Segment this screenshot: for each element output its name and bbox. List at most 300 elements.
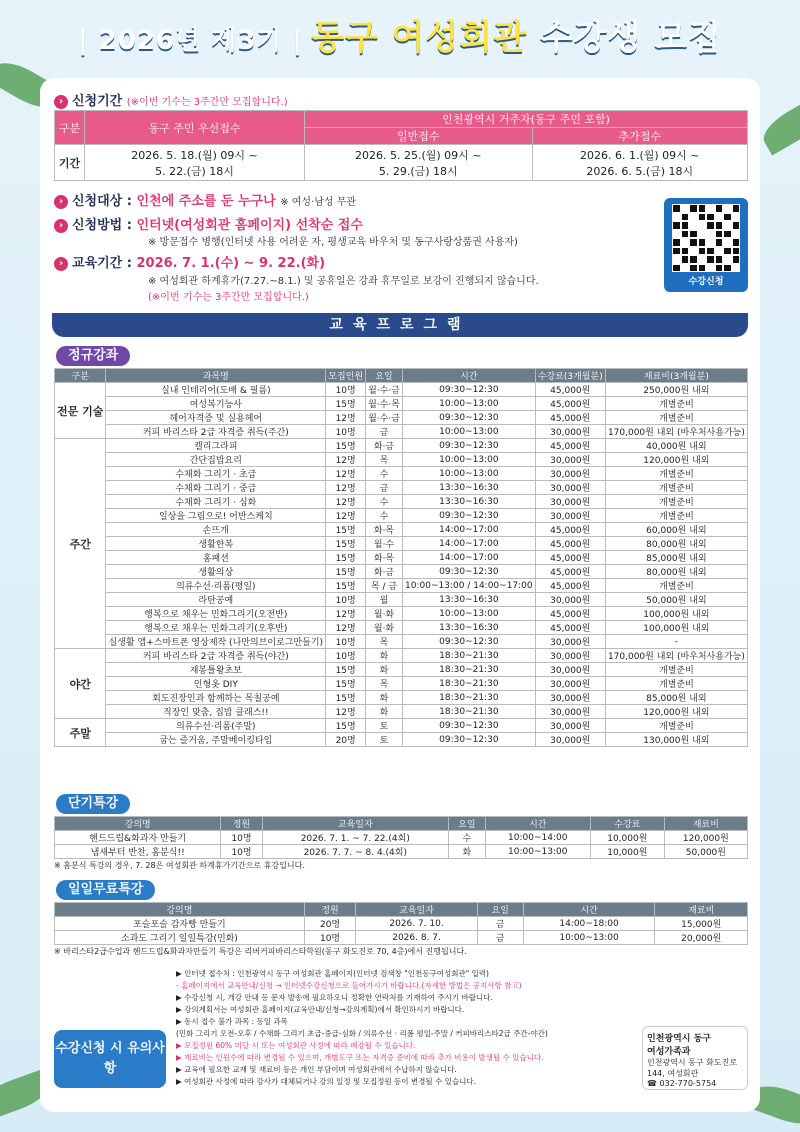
table-cell: 개별준비	[605, 509, 747, 523]
apply-table	[54, 110, 748, 181]
table-cell: 목	[366, 677, 403, 691]
table-cell: 12명	[326, 481, 366, 495]
org-phone: ☎ 032-770-5754	[647, 1079, 717, 1088]
apply-col-header: 구분	[55, 111, 85, 145]
footer-line: ▶ 재료비는 인원수에 따라 변경될 수 있으며, 개별도구 또는 자격증 준비에 따라 추가 비용이 발생될 수 있습니다.	[176, 1053, 544, 1062]
table-cell: 10:00~13:00	[402, 425, 535, 439]
table-row	[55, 831, 748, 845]
table-cell: 09:30~12:30	[402, 411, 535, 425]
table-cell: 10명	[326, 425, 366, 439]
method-row	[54, 214, 363, 233]
short-col-header: 교육일자	[262, 817, 449, 831]
footer-line: (민화 그리기 오전-오후 / 수채화 그리기 초급-중급-심화 / 의류수선 · 리폼 평일-주말 / 커피바리스타2급 주간-야간)	[176, 1029, 548, 1038]
table-row	[55, 677, 748, 691]
table-cell: 수채화 그리기 · 중급	[106, 481, 326, 495]
table-cell: 09:30~12:30	[402, 733, 535, 747]
table-cell: 10:00~13:00	[402, 467, 535, 481]
table-cell: 손뜨개	[106, 523, 326, 537]
table-cell: 30,000원	[535, 467, 605, 481]
table-cell: 12명	[326, 495, 366, 509]
table-cell: 냄새부터 반찬, 홈분식!!	[55, 845, 221, 859]
table-cell: 10:00~14:00	[485, 831, 590, 845]
table-cell: 캘리그라피	[106, 439, 326, 453]
table-cell: 15명	[326, 397, 366, 411]
table-cell: 간단집밥요리	[106, 453, 326, 467]
short-col-header: 수강료	[590, 817, 664, 831]
arrow-icon: ›	[54, 219, 68, 233]
table-cell: 개별준비	[605, 579, 747, 593]
table-cell: 20명	[326, 733, 366, 747]
table-cell: 30,000원	[535, 635, 605, 649]
footer-line: ▶ 동시 접수 불가 과목 : 동일 과목	[176, 1017, 288, 1026]
table-cell: 13:30~16:30	[402, 621, 535, 635]
daily-col-header: 요일	[477, 903, 523, 917]
short-tag: 단기특강	[56, 794, 130, 814]
table-cell: 45,000원	[535, 607, 605, 621]
footer-line: - 홈페이지에서 교육안내/신청 → 인터넷수강신청으로 들어가시기 바랍니다.(자세한 방법은 공지사항 참고)	[176, 981, 522, 990]
apply-date: 2026. 6. 5.(금) 18시	[586, 164, 694, 178]
table-cell: 45,000원	[535, 621, 605, 635]
org-logo-box	[642, 1026, 748, 1090]
table-cell: 직장인 맞춤, 집밥 클래스!!	[106, 705, 326, 719]
table-cell: 10명	[326, 383, 366, 397]
table-cell: 30,000원	[535, 509, 605, 523]
table-cell: 30,000원	[535, 733, 605, 747]
table-row	[55, 565, 748, 579]
method-label: 신청방법 :	[72, 218, 132, 233]
table-cell: 월·수	[366, 537, 403, 551]
table-cell: 개별준비	[605, 411, 747, 425]
table-cell: 10명	[326, 635, 366, 649]
table-cell: 130,000원 내외	[605, 733, 747, 747]
short-col-header: 시간	[485, 817, 590, 831]
table-cell: 커피 바리스타 2급 자격증 취득(주간)	[106, 425, 326, 439]
table-cell: 실생활 앱+스마트폰 영상제작 (나만의브이로그만들기)	[106, 635, 326, 649]
table-cell: 170,000원 내외 (바우처사용가능)	[605, 425, 747, 439]
table-row	[55, 537, 748, 551]
table-cell: 40,000원 내외	[605, 439, 747, 453]
table-cell: 화·목	[366, 523, 403, 537]
title-prefix: | 2026년 제3기 |	[78, 26, 304, 56]
table-cell: 15,000원	[655, 917, 748, 931]
table-cell: 목	[366, 635, 403, 649]
table-cell: 80,000원 내외	[605, 565, 747, 579]
table-cell: 행복으로 채우는 민화그리기(오후반)	[106, 621, 326, 635]
table-cell: 수	[366, 495, 403, 509]
table-cell: 15명	[326, 565, 366, 579]
apply-col-header: 추가접수	[532, 128, 747, 145]
table-row	[55, 397, 748, 411]
table-cell: 12명	[326, 453, 366, 467]
table-cell: 개별준비	[605, 719, 747, 733]
table-cell: 45,000원	[535, 397, 605, 411]
table-cell: 10,000원	[590, 845, 664, 859]
table-cell: 15명	[326, 677, 366, 691]
notice-text: 수강신청 시 유의사항	[55, 1041, 165, 1076]
table-cell: 의류수선·리폼(주말)	[106, 719, 326, 733]
table-cell: 10:00~13:00	[523, 931, 655, 945]
qr-code[interactable]	[664, 198, 748, 292]
table-cell: 금	[477, 931, 523, 945]
table-cell: 생활한복	[106, 537, 326, 551]
table-cell: 15명	[326, 537, 366, 551]
table-cell: 소과도 그리기 일일특강(민화)	[55, 931, 305, 945]
table-cell: 금	[366, 481, 403, 495]
table-cell: 250,000원 내외	[605, 383, 747, 397]
regular-col-header: 과목명	[106, 369, 326, 383]
table-cell: 15명	[326, 551, 366, 565]
footer-line: ▶ 교육에 필요한 교재 및 재료비 등은 개인 부담이며 여성회관에서 수납하지 않습니다.	[176, 1065, 457, 1074]
table-cell: 목 / 금	[366, 579, 403, 593]
table-cell: 10:00~13:00	[402, 453, 535, 467]
table-cell: 09:30~12:30	[402, 439, 535, 453]
table-cell: 재봉틀왕초보	[106, 663, 326, 677]
regular-col-header: 구분	[55, 369, 106, 383]
apply-date: 5. 22.(금) 18시	[155, 164, 234, 178]
apply-date: 2026. 5. 18.(월) 09시 ~	[131, 148, 258, 162]
table-cell: 수	[449, 831, 486, 845]
daily-col-header: 재료비	[655, 903, 748, 917]
apply-table-wrap	[54, 110, 748, 181]
table-row	[55, 523, 748, 537]
table-cell: 핸드드립&화과자 만들기	[55, 831, 221, 845]
regular-tag: 정규강좌	[56, 346, 130, 366]
table-cell: 45,000원	[535, 565, 605, 579]
table-cell: 120,000원	[664, 831, 747, 845]
daily-tag: 일일무료특강	[56, 880, 155, 900]
table-cell: 화	[366, 663, 403, 677]
table-cell: 개별준비	[605, 663, 747, 677]
table-cell: 10:00~13:00	[402, 607, 535, 621]
qr-label: 수강신청	[688, 277, 724, 287]
table-cell: 2026. 7. 7. ~ 8. 4.(4회)	[262, 845, 449, 859]
org-address: 인천광역시 동구 화도진로 144, 여성회관	[647, 1058, 738, 1078]
table-cell: 30,000원	[535, 677, 605, 691]
table-cell: 14:00~17:00	[402, 523, 535, 537]
daily-col-header: 교육일자	[356, 903, 478, 917]
method-note: ※ 방문접수 병행(인터넷 사용 어려운 자, 평생교육 바우처 및 동구사랑상품권 사용자)	[148, 237, 518, 248]
table-cell: 10:00~13:00	[485, 845, 590, 859]
table-cell: 30,000원	[535, 495, 605, 509]
table-cell: 09:30~12:30	[402, 565, 535, 579]
table-row	[55, 931, 748, 945]
table-cell: 10명	[304, 931, 355, 945]
table-cell: 개별준비	[605, 467, 747, 481]
table-cell: 2026. 7. 10.	[356, 917, 478, 931]
apply-date: 2026. 5. 25.(월) 09시 ~	[355, 148, 482, 162]
footer-line: ▶ 수강신청 시, 개강 안내 등 문자 발송에 필요하오니 정확한 연락처를 기재하여 주시기 바랍니다.	[176, 993, 493, 1002]
table-cell: 14:00~18:00	[523, 917, 655, 931]
table-cell: 여성복기능사	[106, 397, 326, 411]
short-table	[54, 816, 748, 859]
table-cell: 10:00~13:00 / 14:00~17:00	[402, 579, 535, 593]
table-cell: 09:30~12:30	[402, 635, 535, 649]
table-row	[55, 495, 748, 509]
table-cell: 토	[366, 733, 403, 747]
apply-date-cell	[532, 145, 747, 181]
regular-category: 주말	[55, 719, 106, 747]
period-note-red: (※이번 기수는 3주간만 모집합니다.)	[148, 292, 309, 303]
table-cell: 일상을 그림으로! 어반스케치	[106, 509, 326, 523]
table-cell: 80,000원 내외	[605, 537, 747, 551]
table-cell: 13:30~16:30	[402, 481, 535, 495]
table-cell: 커피 바리스타 2급 자격증 취득(야간)	[106, 649, 326, 663]
short-col-header: 재료비	[664, 817, 747, 831]
regular-category: 주간	[55, 439, 106, 649]
table-row	[55, 467, 748, 481]
short-note: ※ 홈분식 특강의 경우, 7. 28은 여성회관 하계휴가기간으로 휴강입니다.	[54, 861, 305, 870]
table-cell: 18:30~21:30	[402, 677, 535, 691]
table-row	[55, 439, 748, 453]
table-cell: 화	[449, 845, 486, 859]
table-row	[55, 719, 748, 733]
table-cell: 12명	[326, 411, 366, 425]
table-cell: 30,000원	[535, 705, 605, 719]
table-cell: 월·수·금	[366, 383, 403, 397]
table-cell: 금	[477, 917, 523, 931]
title-highlight: 동구 여성회관	[311, 18, 527, 58]
table-cell: 홈패션	[106, 551, 326, 565]
table-row	[55, 733, 748, 747]
table-cell: 14:00~17:00	[402, 551, 535, 565]
table-cell: 85,000원 내외	[605, 551, 747, 565]
target-note: ※ 여성·남성 무관	[280, 197, 357, 208]
arrow-icon: ›	[54, 257, 68, 271]
apply-date-cell	[305, 145, 533, 181]
table-cell: 45,000원	[535, 411, 605, 425]
table-row	[55, 607, 748, 621]
table-row	[55, 453, 748, 467]
table-cell: 30,000원	[535, 649, 605, 663]
table-cell: 10,000원	[590, 831, 664, 845]
table-row	[55, 635, 748, 649]
apply-date: 5. 29.(금) 18시	[378, 164, 458, 178]
footer-line: ▶ 여성회관 사정에 따라 강사가 대체되거나 강의 일정 및 모집정원 등이 변경될 수 있습니다.	[176, 1077, 476, 1086]
table-cell: 개별준비	[605, 481, 747, 495]
table-cell: 수채화 그리기 · 심화	[106, 495, 326, 509]
table-cell: 개별준비	[605, 677, 747, 691]
daily-col-header: 강의명	[55, 903, 305, 917]
table-cell: 15명	[326, 663, 366, 677]
table-row	[55, 845, 748, 859]
regular-col-header: 수강료(3개월분)	[535, 369, 605, 383]
table-cell: 18:30~21:30	[402, 649, 535, 663]
apply-note: (※이번 기수는 3주간만 모집합니다.)	[126, 97, 288, 108]
table-cell: 30,000원	[535, 481, 605, 495]
table-cell: 12명	[326, 467, 366, 481]
table-cell: 20,000원	[655, 931, 748, 945]
table-cell: 화·목	[366, 551, 403, 565]
apply-label: 신청기간	[72, 94, 123, 109]
table-cell: 30,000원	[535, 691, 605, 705]
table-row	[55, 621, 748, 635]
apply-date: 2026. 6. 1.(월) 09시 ~	[580, 148, 700, 162]
table-cell: 15명	[326, 719, 366, 733]
notice-box	[54, 1030, 166, 1088]
program-banner: 교육프로그램	[52, 313, 748, 337]
table-cell: 10명	[221, 845, 262, 859]
table-cell: 2026. 7. 1. ~ 7. 22.(4회)	[262, 831, 449, 845]
table-cell: 15명	[326, 439, 366, 453]
table-row	[55, 383, 748, 397]
regular-table-wrap	[54, 368, 748, 747]
table-cell: 화	[366, 691, 403, 705]
table-cell: 100,000원 내외	[605, 621, 747, 635]
table-cell: 굽는 즐거움, 주말베이킹타임	[106, 733, 326, 747]
apply-col-header: 동구 주민 우선접수	[85, 111, 305, 145]
table-cell: 45,000원	[535, 579, 605, 593]
regular-col-header: 시간	[402, 369, 535, 383]
table-row	[55, 411, 748, 425]
page-title	[0, 10, 800, 59]
daily-col-header: 정원	[304, 903, 355, 917]
period-row	[54, 252, 325, 271]
regular-col-header: 재료비(3개월분)	[605, 369, 747, 383]
footer-line: ▶ 모집정원 60% 미달 시 또는 여성회관 사정에 따라 폐강될 수 있습니다.	[176, 1041, 416, 1050]
table-cell: 120,000원 내외	[605, 705, 747, 719]
table-cell: 수채화 그리기 · 초급	[106, 467, 326, 481]
table-cell: 수	[366, 509, 403, 523]
table-cell: 화·금	[366, 439, 403, 453]
table-cell: 30,000원	[535, 593, 605, 607]
table-cell: 09:30~12:30	[402, 509, 535, 523]
table-cell: 회도진장인과 함께하는 목칠공예	[106, 691, 326, 705]
table-cell: 화	[366, 705, 403, 719]
table-row	[55, 509, 748, 523]
table-cell: 개별준비	[605, 495, 747, 509]
table-row	[55, 705, 748, 719]
table-cell: 09:30~12:30	[402, 383, 535, 397]
table-cell: 월·화	[366, 621, 403, 635]
table-cell: 45,000원	[535, 383, 605, 397]
table-cell: 개별준비	[605, 397, 747, 411]
period-value: 2026. 7. 1.(수) ~ 9. 22.(화)	[136, 256, 326, 271]
table-cell: 15명	[326, 579, 366, 593]
table-cell: 헤어자격증 및 실용헤어	[106, 411, 326, 425]
table-cell: 12명	[326, 621, 366, 635]
short-col-header: 요일	[449, 817, 486, 831]
table-cell: 170,000원 내외 (바우처사용가능)	[605, 649, 747, 663]
table-cell: 2026. 8. 7.	[356, 931, 478, 945]
table-cell: 12명	[326, 705, 366, 719]
target-label: 신청대상 :	[72, 194, 132, 209]
footer-line: ▶ 인터넷 접수처 : 인천광역시 동구 여성회관 홈페이지(인터넷 검색창 "인천동구여성회관" 입력)	[176, 969, 489, 978]
table-cell: 15명	[326, 691, 366, 705]
table-cell: -	[605, 635, 747, 649]
period-label: 교육기간 :	[72, 256, 132, 271]
period-note: ※ 여성회관 하계휴가(7.27.~8.1.) 및 공휴일은 강좌 휴무일로 보강이 진행되지 않습니다.	[148, 276, 539, 287]
footer-notes	[176, 968, 636, 1088]
apply-date-cell	[85, 145, 305, 181]
table-cell: 18:30~21:30	[402, 663, 535, 677]
table-cell: 13:30~16:30	[402, 593, 535, 607]
table-cell: 45,000원	[535, 439, 605, 453]
short-col-header: 정원	[221, 817, 262, 831]
table-cell: 50,000원 내외	[605, 593, 747, 607]
table-cell: 10:00~13:00	[402, 397, 535, 411]
table-cell: 20명	[304, 917, 355, 931]
org-name: 인천광역시 동구	[647, 1034, 711, 1044]
table-cell: 12명	[326, 607, 366, 621]
table-row	[55, 663, 748, 677]
table-cell: 15명	[326, 523, 366, 537]
table-cell: 85,000원 내외	[605, 691, 747, 705]
arrow-icon: ›	[54, 195, 68, 209]
table-row	[55, 917, 748, 931]
table-cell: 30,000원	[535, 719, 605, 733]
table-cell: 18:30~21:30	[402, 705, 535, 719]
title-main: 수강생 모집	[526, 18, 722, 58]
table-row	[55, 551, 748, 565]
org-dept: 여성가족과	[647, 1047, 691, 1057]
table-cell: 30,000원	[535, 663, 605, 677]
table-cell: 의류수선·리폼(평일)	[106, 579, 326, 593]
method-value: 인터넷(여성회관 홈페이지) 선착순 접수	[136, 218, 363, 233]
table-cell: 행복으로 채우는 민화그리기(오전반)	[106, 607, 326, 621]
table-cell: 화·금	[366, 565, 403, 579]
short-table-wrap	[54, 816, 748, 871]
daily-note: ※ 바리스타2급수업과 핸드드립&화과자만들기 특강은 리버커피바리스타학원(동구 화도진로 70, 4층)에서 진행됩니다.	[54, 947, 467, 956]
footer-line: ▶ 강의계획서는 여성회관 홈페이지(교육안내/신청→강의계획)에서 확인하시기 바랍니다.	[176, 1005, 465, 1014]
table-cell: 토	[366, 719, 403, 733]
table-cell: 09:30~12:30	[402, 719, 535, 733]
regular-category: 야간	[55, 649, 106, 719]
table-cell: 45,000원	[535, 523, 605, 537]
table-cell: 120,000원 내외	[605, 453, 747, 467]
daily-table-wrap	[54, 902, 748, 957]
arrow-icon: ›	[54, 95, 68, 109]
table-cell: 14:00~17:00	[402, 537, 535, 551]
target-value: 인천에 주소를 둔 누구나	[136, 194, 276, 209]
table-cell: 100,000원 내외	[605, 607, 747, 621]
apply-col-header: 일반접수	[305, 128, 533, 145]
regular-category: 전문 기술	[55, 383, 106, 439]
table-cell: 18:30~21:30	[402, 691, 535, 705]
table-cell: 실내 인테리어(도배 & 필름)	[106, 383, 326, 397]
table-row	[55, 579, 748, 593]
table-cell: 30,000원	[535, 425, 605, 439]
apply-col-header: 인천광역시 거주자(동구 주민 포함)	[305, 111, 748, 128]
qr-pattern	[672, 204, 740, 272]
table-cell: 10명	[221, 831, 262, 845]
table-cell: 목	[366, 453, 403, 467]
regular-col-header: 모집인원	[326, 369, 366, 383]
regular-col-header: 요일	[366, 369, 403, 383]
table-cell: 생활의상	[106, 565, 326, 579]
table-row	[55, 481, 748, 495]
apply-row-label: 기간	[55, 145, 85, 181]
table-cell: 50,000원	[664, 845, 747, 859]
table-cell: 30,000원	[535, 453, 605, 467]
table-cell: 월·수·목	[366, 397, 403, 411]
table-cell: 수	[366, 467, 403, 481]
table-cell: 10명	[326, 593, 366, 607]
table-cell: 45,000원	[535, 537, 605, 551]
table-cell: 10명	[326, 649, 366, 663]
regular-table	[54, 368, 748, 747]
table-cell: 인형옷 DIY	[106, 677, 326, 691]
table-cell: 13:30~16:30	[402, 495, 535, 509]
table-cell: 월	[366, 593, 403, 607]
table-cell: 화	[366, 649, 403, 663]
table-row	[55, 649, 748, 663]
daily-col-header: 시간	[523, 903, 655, 917]
table-cell: 라탄공예	[106, 593, 326, 607]
table-cell: 월·화	[366, 607, 403, 621]
table-row	[55, 593, 748, 607]
table-row	[55, 425, 748, 439]
table-cell: 포슬포슬 감자빵 만들기	[55, 917, 305, 931]
